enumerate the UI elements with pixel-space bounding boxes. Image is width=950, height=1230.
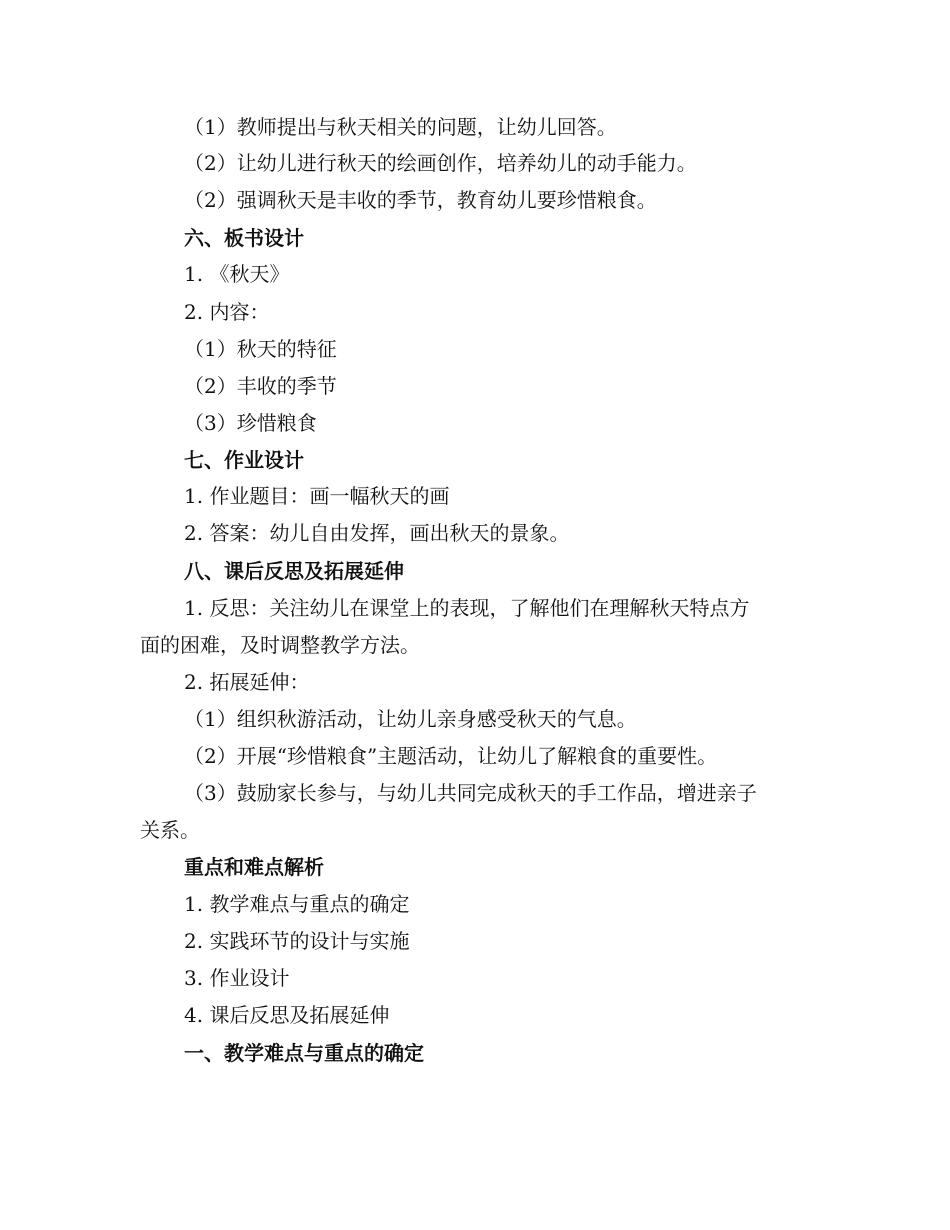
- list-item: 1. 《秋天》: [184, 262, 290, 286]
- list-item: 3. 作业设计: [184, 966, 290, 990]
- list-item: 2. 实践环节的设计与实施: [184, 929, 410, 953]
- paragraph-line: 关系。: [140, 818, 200, 842]
- paragraph-line: 1. 反思：关注幼儿在课堂上的表现，了解他们在理解秋天特点方: [184, 596, 750, 620]
- section-heading: 一、教学难点与重点的确定: [184, 1041, 424, 1065]
- list-item: 1. 教学难点与重点的确定: [184, 892, 410, 916]
- list-item: 1. 作业题目：画一幅秋天的画: [184, 484, 450, 508]
- list-item: 2. 答案：幼儿自由发挥，画出秋天的景象。: [184, 521, 570, 545]
- list-item: 4. 课后反思及拓展延伸: [184, 1003, 390, 1027]
- section-heading: 七、作业设计: [184, 448, 304, 472]
- list-item: （1）组织秋游活动，让幼儿亲身感受秋天的气息。: [184, 707, 637, 731]
- list-item: （2）开展“珍惜粮食”主题活动，让幼儿了解粮食的重要性。: [184, 744, 718, 768]
- section-heading: 六、板书设计: [184, 226, 304, 250]
- list-item: 2. 拓展延伸：: [184, 670, 310, 694]
- section-heading: 重点和难点解析: [184, 855, 324, 879]
- paragraph-line: （3）鼓励家长参与，与幼儿共同完成秋天的手工作品，增进亲子: [184, 781, 757, 805]
- section-heading: 八、课后反思及拓展延伸: [184, 559, 404, 583]
- paragraph-line: （2）让幼儿进行秋天的绘画创作，培养幼儿的动手能力。: [184, 151, 697, 175]
- list-item: （2）丰收的季节: [184, 374, 337, 398]
- paragraph-line: 面的困难，及时调整教学方法。: [140, 633, 420, 657]
- list-item: 2. 内容：: [184, 300, 270, 324]
- list-item: （3）珍惜粮食: [184, 411, 317, 435]
- paragraph-line: （1）教师提出与秋天相关的问题，让幼儿回答。: [184, 115, 617, 139]
- list-item: （1）秋天的特征: [184, 337, 337, 361]
- paragraph-line: （2）强调秋天是丰收的季节，教育幼儿要珍惜粮食。: [184, 188, 657, 212]
